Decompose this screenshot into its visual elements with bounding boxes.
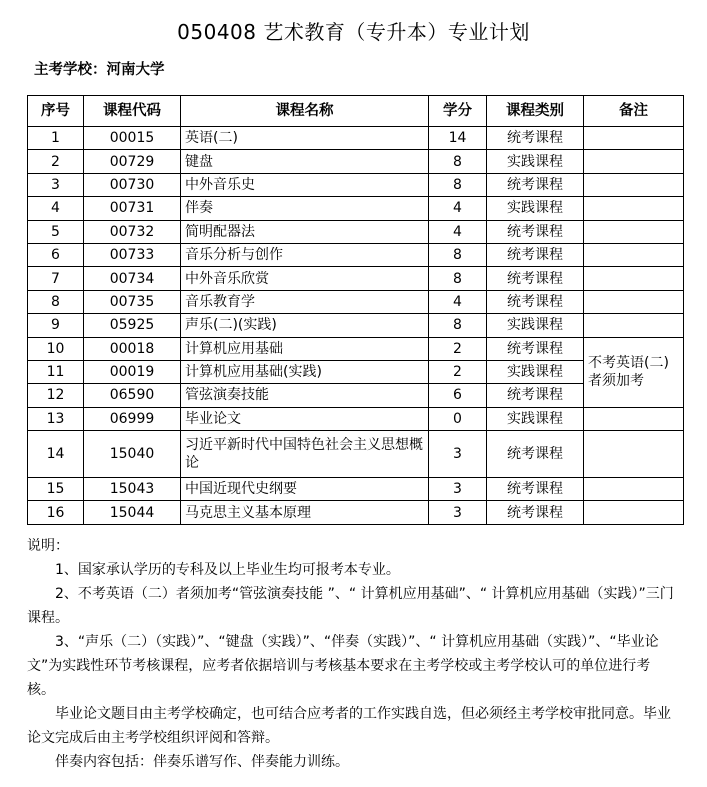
cell-seq: 1: [28, 127, 84, 150]
cell-category: 统考课程: [487, 127, 584, 150]
cell-category: 统考课程: [487, 431, 584, 478]
cell-category: 实践课程: [487, 407, 584, 430]
cell-seq: 15: [28, 478, 84, 501]
table-row: [28, 314, 684, 337]
host-school-line: 主考学校：河南大学: [34, 62, 165, 78]
cell-seq: 10: [28, 337, 84, 360]
cell-credits: 4: [429, 290, 487, 313]
cell-credits: 6: [429, 384, 487, 407]
cell-remarks: [584, 267, 684, 290]
cell-code: 05925: [84, 314, 181, 337]
table-row: [28, 267, 684, 290]
header-credits: 学分: [429, 96, 487, 127]
cell-name: 音乐教育学: [181, 290, 429, 313]
cell-code: 00734: [84, 267, 181, 290]
cell-code: 06999: [84, 407, 181, 430]
cell-credits: 14: [429, 127, 487, 150]
cell-seq: 4: [28, 197, 84, 220]
table-row: [28, 243, 684, 266]
table-row: [28, 478, 684, 501]
cell-remarks: [584, 197, 684, 220]
cell-code: 00732: [84, 220, 181, 243]
cell-remarks: [584, 127, 684, 150]
cell-category: 统考课程: [487, 267, 584, 290]
cell-credits: 8: [429, 267, 487, 290]
cell-seq: 2: [28, 150, 84, 173]
cell-seq: 11: [28, 360, 84, 383]
cell-seq: 12: [28, 384, 84, 407]
cell-seq: 16: [28, 501, 84, 524]
cell-code: 15043: [84, 478, 181, 501]
remark-merged-cell: 不考英语(二)者须加考: [584, 337, 684, 407]
cell-category: 实践课程: [487, 197, 584, 220]
cell-name: 毕业论文: [181, 407, 429, 430]
cell-code: 00735: [84, 290, 181, 313]
cell-seq: 13: [28, 407, 84, 430]
page-title: 050408 艺术教育（专升本）专业计划: [177, 20, 530, 44]
cell-remarks: [584, 150, 684, 173]
header-code: 课程代码: [84, 96, 181, 127]
header-seq: 序号: [28, 96, 84, 127]
cell-name: 简明配器法: [181, 220, 429, 243]
cell-category: 统考课程: [487, 243, 584, 266]
cell-code: 00729: [84, 150, 181, 173]
cell-name: 中外音乐欣赏: [181, 267, 429, 290]
cell-name: 英语(二): [181, 127, 429, 150]
cell-remarks: [584, 431, 684, 478]
cell-name: 声乐(二)(实践): [181, 314, 429, 337]
cell-credits: 4: [429, 197, 487, 220]
table-row: [28, 220, 684, 243]
cell-remarks: [584, 478, 684, 501]
cell-category: 实践课程: [487, 360, 584, 383]
cell-credits: 2: [429, 337, 487, 360]
cell-seq: 7: [28, 267, 84, 290]
header-name: 课程名称: [181, 96, 429, 127]
table-row: [28, 337, 684, 360]
cell-credits: 8: [429, 243, 487, 266]
cell-remarks: [584, 314, 684, 337]
table-row: [28, 407, 684, 430]
cell-category: 统考课程: [487, 384, 584, 407]
cell-credits: 2: [429, 360, 487, 383]
cell-credits: 0: [429, 407, 487, 430]
cell-credits: 3: [429, 431, 487, 478]
cell-remarks: [584, 290, 684, 313]
header-category: 课程类别: [487, 96, 584, 127]
cell-category: 统考课程: [487, 501, 584, 524]
cell-name: 音乐分析与创作: [181, 243, 429, 266]
cell-name: 管弦演奏技能: [181, 384, 429, 407]
cell-remarks: [584, 220, 684, 243]
cell-remarks: [584, 407, 684, 430]
notes-section: [27, 534, 677, 774]
table-row: [28, 127, 684, 150]
table-row: [28, 431, 684, 478]
cell-credits: 8: [429, 173, 487, 196]
cell-code: 00730: [84, 173, 181, 196]
note-item: 1、国家承认学历的专科及以上毕业生均可报考本专业。: [55, 562, 400, 578]
header-remarks: 备注: [584, 96, 684, 127]
cell-name: 计算机应用基础: [181, 337, 429, 360]
cell-category: 统考课程: [487, 337, 584, 360]
cell-category: 统考课程: [487, 478, 584, 501]
table-row: [28, 197, 684, 220]
course-plan-table: [27, 95, 684, 525]
cell-remarks: [584, 243, 684, 266]
cell-category: 统考课程: [487, 173, 584, 196]
cell-code: 00019: [84, 360, 181, 383]
cell-remarks: [584, 173, 684, 196]
cell-code: 00018: [84, 337, 181, 360]
table-row: [28, 173, 684, 196]
cell-name: 伴奏: [181, 197, 429, 220]
cell-credits: 8: [429, 150, 487, 173]
cell-category: 实践课程: [487, 150, 584, 173]
cell-name: 键盘: [181, 150, 429, 173]
cell-credits: 3: [429, 478, 487, 501]
cell-name: 中外音乐史: [181, 173, 429, 196]
cell-category: 统考课程: [487, 220, 584, 243]
cell-name: 习近平新时代中国特色社会主义思想概论: [181, 431, 429, 478]
cell-seq: 6: [28, 243, 84, 266]
cell-code: 06590: [84, 384, 181, 407]
cell-code: 00731: [84, 197, 181, 220]
table-row: [28, 150, 684, 173]
cell-seq: 5: [28, 220, 84, 243]
cell-code: 00733: [84, 243, 181, 266]
cell-category: 统考课程: [487, 290, 584, 313]
cell-seq: 9: [28, 314, 84, 337]
cell-seq: 14: [28, 431, 84, 478]
cell-credits: 4: [429, 220, 487, 243]
notes-heading: 说明：: [27, 538, 69, 554]
cell-credits: 8: [429, 314, 487, 337]
table-header-row: [28, 96, 684, 127]
note-item: 毕业论文题目由主考学校确定，也可结合应考者的工作实践自选，但必须经主考学校审批同意。毕业论文完成后由主考学校组织评阅和答辩。: [27, 706, 671, 746]
cell-code: 00015: [84, 127, 181, 150]
cell-code: 15040: [84, 431, 181, 478]
note-item: 3、“声乐（二）（实践）”、“键盘（实践）”、“伴奏（实践）”、“ 计算机应用基础（实践）”、“毕业论文”为实践性环节考核课程，应考者依据培训与考核基本要求在主考学校或主考学校认可的单位进行考核。: [27, 634, 659, 698]
cell-name: 中国近现代史纲要: [181, 478, 429, 501]
cell-credits: 3: [429, 501, 487, 524]
table-row: [28, 501, 684, 524]
cell-category: 实践课程: [487, 314, 584, 337]
table-row: [28, 290, 684, 313]
cell-seq: 8: [28, 290, 84, 313]
cell-code: 15044: [84, 501, 181, 524]
note-item: 伴奏内容包括：伴奏乐谱写作、伴奏能力训练。: [55, 754, 349, 770]
cell-remarks: [584, 501, 684, 524]
cell-name: 马克思主义基本原理: [181, 501, 429, 524]
cell-name: 计算机应用基础(实践): [181, 360, 429, 383]
cell-seq: 3: [28, 173, 84, 196]
note-item: 2、不考英语（二）者须加考“管弦演奏技能 ”、“ 计算机应用基础”、“ 计算机应用基础（实践）”三门课程。: [27, 586, 674, 626]
